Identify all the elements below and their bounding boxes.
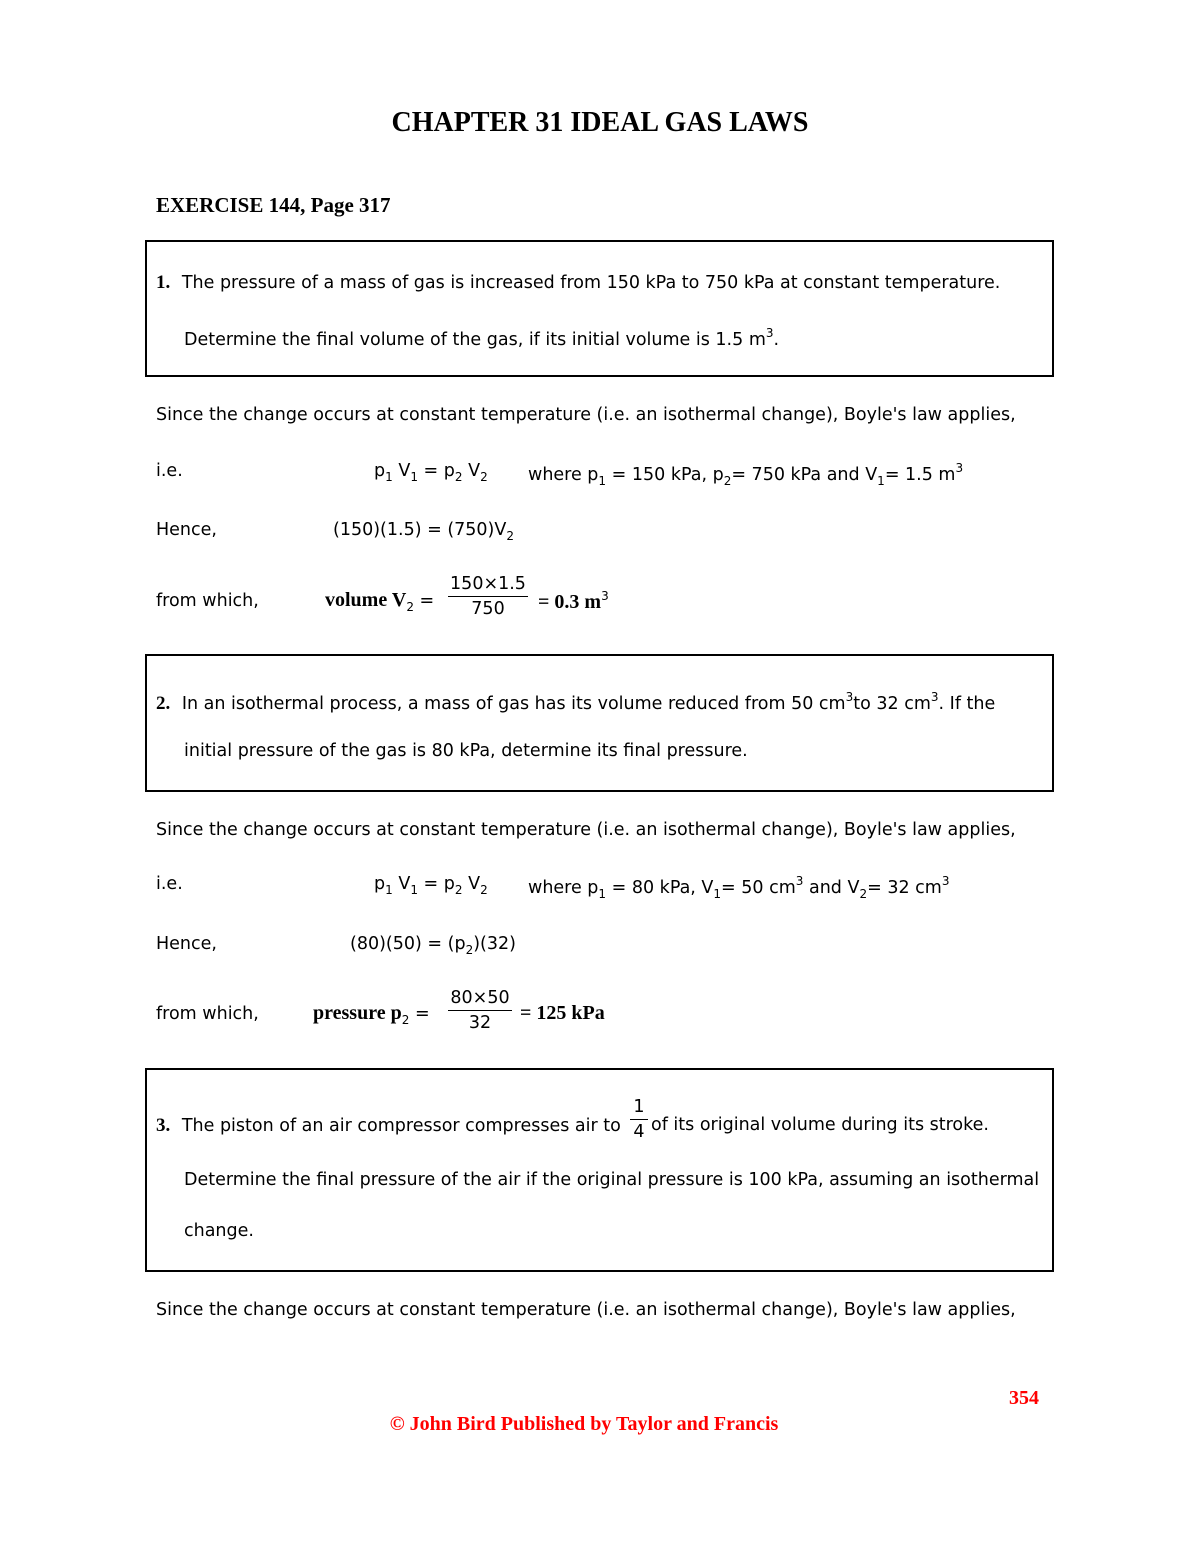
fraction-denominator: 750 <box>471 599 505 619</box>
chapter-title: CHAPTER 31 IDEAL GAS LAWS <box>391 107 809 138</box>
fraction-bar <box>448 596 528 597</box>
solution-2-from-which: from which, <box>156 1004 259 1024</box>
question-3-fraction <box>630 1097 648 1142</box>
copyright-notice: © John Bird Published by Taylor and Francis <box>389 1413 779 1435</box>
question-1-number: 1. <box>156 272 171 293</box>
question-2-line-1: 2. In an isothermal process, a mass of gas has its volume reduced from 50 $cm^3to$ 32 $cm^3$. If the <box>156 690 996 714</box>
solution-2-boyle-equation: $p_1$ $V_1 = p_2$ $V_2$ <box>374 874 488 897</box>
question-1-line-2: Determine the final volume of the gas, if its initial volume is 1.5 $m^3$. <box>184 326 780 350</box>
question-3-line-1a: 3. The piston of an air compressor compresses air to <box>156 1115 621 1136</box>
solution-2-intro: Since the change occurs at constant temperature (i.e. an isothermal change), Boyle's law applies, <box>156 820 1016 840</box>
solution-1-fraction <box>448 574 528 619</box>
question-3-line-1b: of its original volume during its stroke. <box>651 1115 989 1135</box>
solution-1-ie: i.e. <box>156 461 183 481</box>
fraction-bar <box>630 1119 648 1120</box>
solution-2-fraction <box>448 988 512 1033</box>
question-3-line-2: Determine the final pressure of the air if the original pressure is 100 kPa, assuming an isothermal <box>184 1170 1040 1190</box>
fraction-denominator: 32 <box>468 1013 492 1033</box>
solution-1-result: = 0.3 $m^3$ <box>538 589 609 613</box>
solution-1-boyle-equation: $p_1$ $V_1 = p_2$ $V_2$ <box>374 461 488 484</box>
solution-1-from-which: from which, <box>156 591 259 611</box>
page-number: 354 <box>1009 1387 1039 1409</box>
solution-2-ie: i.e. <box>156 874 183 894</box>
exercise-heading: EXERCISE 144, Page 317 <box>156 193 391 217</box>
fraction-numerator: 1 <box>633 1097 645 1117</box>
solution-2-result-label: pressure $p_2$ = <box>313 1002 430 1027</box>
solution-2-given-values: where $p_1 = 80$ kPa, $V_1= 50$ $cm^3$ and $V_2= 32$ $cm^3$ <box>528 874 950 901</box>
question-1-line-1: 1. The pressure of a mass of gas is increased from 150 kPa to 750 kPa at constant temperature. <box>156 272 1001 293</box>
fraction-denominator: 4 <box>633 1122 645 1142</box>
solution-1-hence-label: Hence, <box>156 520 217 540</box>
question-1-box <box>145 240 1054 377</box>
solution-2-hence-equation: $(80)(50) = (p_2)(32)$ <box>350 934 516 957</box>
solution-3-intro: Since the change occurs at constant temperature (i.e. an isothermal change), Boyle's law applies, <box>156 1300 1016 1320</box>
solution-2-hence-label: Hence, <box>156 934 217 954</box>
solution-2-result: = 125 kPa <box>520 1002 605 1024</box>
solution-1-given-values: where $p_1 = 150$ kPa, $p_2= 750$ kPa and $V_1= 1.5$ $m^3$ <box>528 461 964 488</box>
fraction-numerator: 80×50 <box>450 988 510 1008</box>
question-2-line-2: initial pressure of the gas is 80 kPa, determine its final pressure. <box>184 741 748 761</box>
solution-1-result-label: volume $V_2$ = <box>325 589 435 614</box>
question-3-number: 3. <box>156 1115 171 1136</box>
solution-1-intro: Since the change occurs at constant temperature (i.e. an isothermal change), Boyle's law applies, <box>156 405 1016 425</box>
question-3-line-3: change. <box>184 1221 254 1241</box>
fraction-bar <box>448 1010 512 1011</box>
question-2-box <box>145 654 1054 792</box>
solution-1-hence-equation: $(150)(1.5) = (750)V_2$ <box>333 520 514 543</box>
question-2-number: 2. <box>156 693 171 714</box>
fraction-numerator: 150×1.5 <box>450 574 526 594</box>
